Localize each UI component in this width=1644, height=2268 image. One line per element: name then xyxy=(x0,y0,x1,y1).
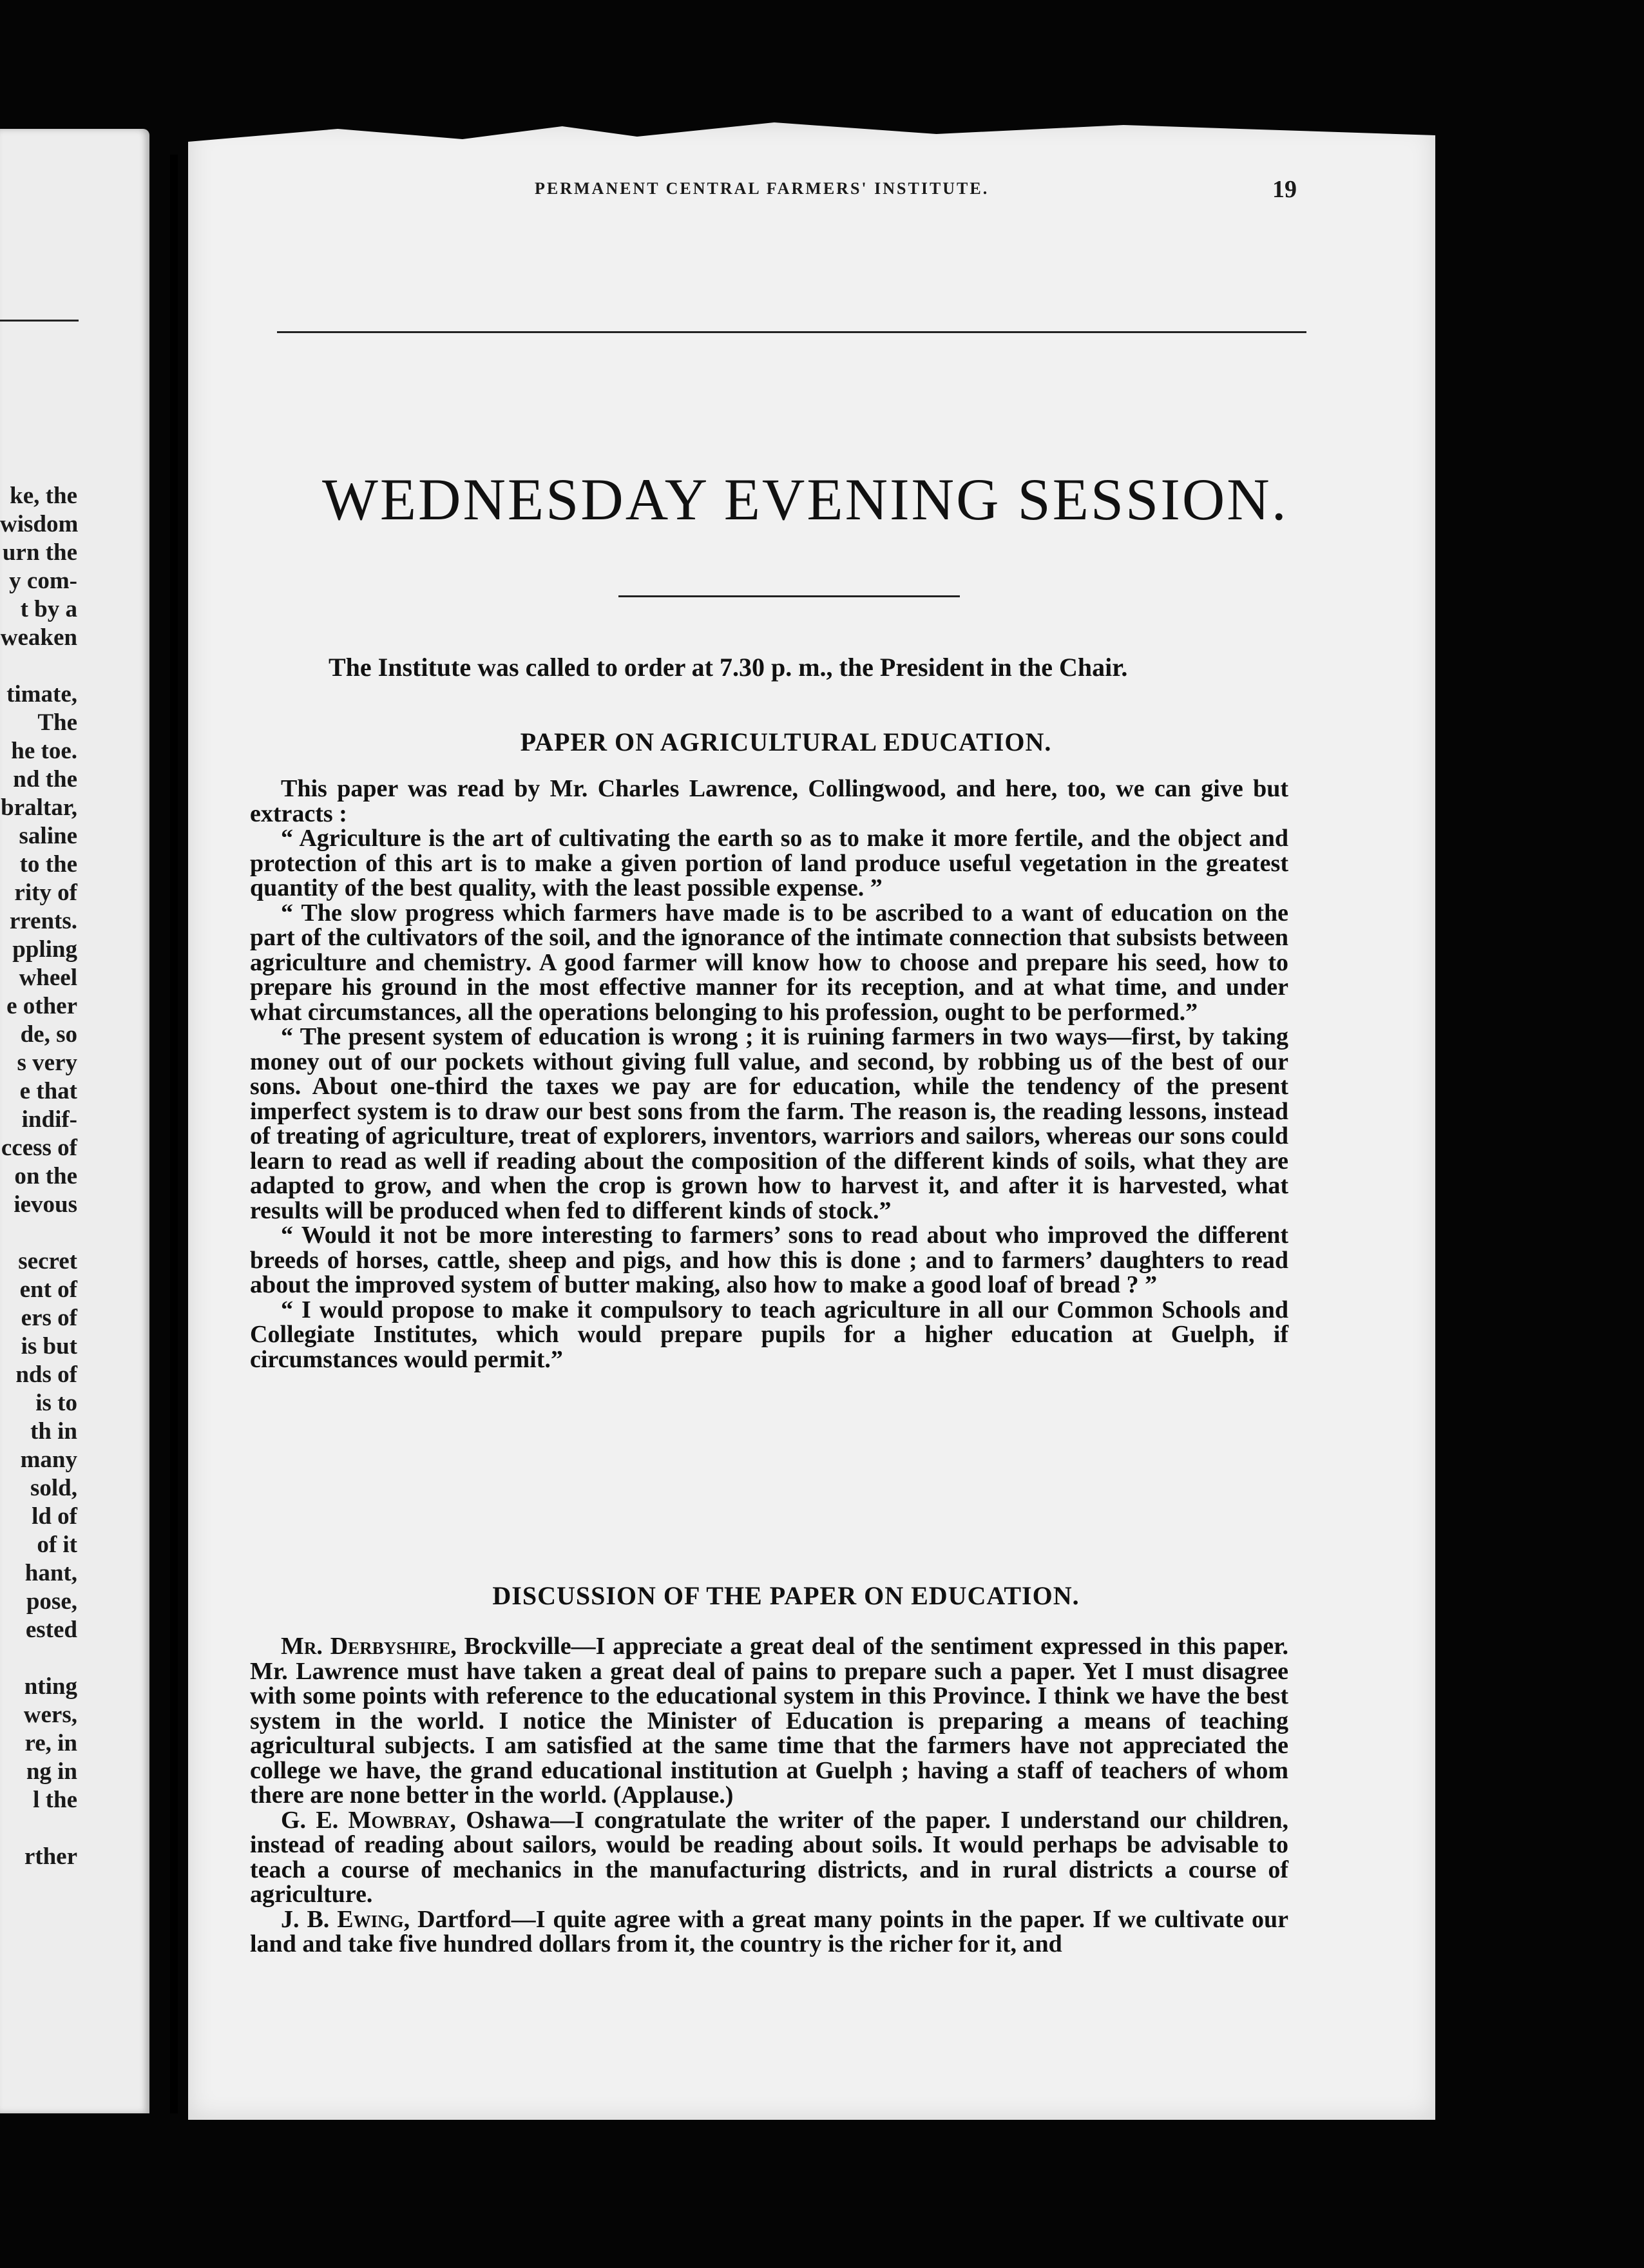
paper-paragraph: “ The slow progress which farmers have made is to be ascribed to a want of education on the part of the cultivators of the soil, and the ignorance of the intimate connection that subsists between agriculture and chemistry. A good farmer will know how to choose and prepare his seed, how to prepare his ground in the most effective manner for its reception, and at what time, and under what circumstances, all the operations belonging to his profession, ought to be performed.” xyxy=(250,899,1288,1026)
previous-page-line: ent of xyxy=(19,1276,77,1303)
discussion-heading: DISCUSSION OF THE PAPER ON EDUCATION. xyxy=(492,1581,1080,1610)
discussion-entry xyxy=(250,1907,1288,1957)
intro-line: The Institute was called to order at 7.30 p. m., the President in the Chair. xyxy=(329,653,1128,682)
previous-page-line: ld of xyxy=(32,1503,77,1530)
previous-page-line: he toe. xyxy=(11,738,77,764)
previous-page-line: rther xyxy=(24,1843,77,1870)
previous-page-line: urn the xyxy=(2,539,77,566)
session-title: WEDNESDAY EVENING SESSION. xyxy=(322,466,1288,532)
previous-page-line xyxy=(0,1644,77,1673)
speaker-remarks: I appreciate a great deal of the sentiment expressed in this paper. Mr. Lawrence must have taken a great deal of pains to prepare such a paper. Yet I must disagree with some points with reference to the educational system in this Province. I think we have the best system in the world. I notice the Minister of Education is preparing a means of teaching agricultural subjects. I am satisfied at the same time that the farmers have not appreciated the college we have, the grand educational institution at Guelph ; having a staff of teachers of whom there are none better in the world. (Applause.) xyxy=(250,1633,1288,1809)
previous-page-rule xyxy=(0,320,79,322)
speaker-name: G. E. Mowbray xyxy=(281,1806,450,1834)
previous-page-line xyxy=(0,1219,77,1247)
previous-page-line: s very xyxy=(17,1050,77,1076)
header-rule xyxy=(277,331,1306,333)
discussion-text xyxy=(250,1634,1288,1957)
speaker-name: J. B. Ewing xyxy=(281,1905,404,1933)
running-head xyxy=(90,176,1314,210)
previous-page-text xyxy=(0,482,77,1871)
previous-page-line: y com- xyxy=(9,568,77,594)
previous-page-line: of it xyxy=(37,1532,77,1558)
previous-page-line: nd the xyxy=(13,766,77,793)
previous-page-line: indif- xyxy=(21,1106,77,1133)
title-rule xyxy=(618,595,960,597)
paper-paragraph: “ Agriculture is the art of cultivating the earth so as to make it more fertile, and the object and protection of this art is to make a given portion of land produce useful vegetation in the greatest quantity of the best quality, with the least possible expense. ” xyxy=(250,825,1288,901)
paper-text xyxy=(250,776,1288,1372)
discussion-entry xyxy=(250,1634,1288,1808)
previous-page-line: ested xyxy=(25,1617,77,1643)
speaker-remarks: I quite agree with a great many points in the paper. If we cultivate our land and take five hundred dollars from it, the country is the richer for it, and xyxy=(250,1905,1288,1957)
previous-page-line: on the xyxy=(14,1163,77,1189)
previous-page-line: timate, xyxy=(6,681,77,707)
previous-page-line: ppling xyxy=(12,936,77,963)
previous-page-line: ng in xyxy=(26,1758,77,1785)
previous-page-line: ievous xyxy=(14,1191,77,1218)
previous-page-line: braltar, xyxy=(1,794,77,821)
paper-paragraph: “ I would propose to make it compulsory to teach agriculture in all our Common Schools and Collegiate Institutes, which would prepare pupils for a higher education at Guelph, if circumstances would permit.” xyxy=(250,1296,1288,1373)
speaker-name: Mr. Derbyshire xyxy=(281,1633,451,1660)
previous-page-line: wisdom xyxy=(0,511,79,537)
previous-page-line: ccess of xyxy=(1,1135,77,1161)
previous-page-fragment xyxy=(0,129,149,2113)
binding-gutter xyxy=(170,155,178,2113)
speaker-place: , Oshawa— xyxy=(450,1806,575,1834)
previous-page-line: The xyxy=(37,709,77,736)
previous-page-line: l the xyxy=(33,1787,77,1813)
previous-page-line: rity of xyxy=(14,879,77,906)
previous-page-line: t by a xyxy=(20,596,77,622)
previous-page-line: saline xyxy=(19,823,77,849)
paper-heading: PAPER ON AGRICULTURAL EDUCATION. xyxy=(520,727,1052,756)
previous-page-line xyxy=(0,1814,77,1843)
previous-page-line: ke, the xyxy=(10,483,77,509)
speaker-remarks: I congratulate the writer of the paper. I understand our children, instead of reading about sailors, would be reading about soils. It would perhaps be advisable to teach a course of mechanics in the manufacturing districts, and in rural districts a course of agriculture. xyxy=(250,1806,1289,1908)
page-number: 19 xyxy=(1272,176,1297,203)
previous-page-line: th in xyxy=(30,1418,77,1445)
previous-page-line: hant, xyxy=(24,1560,77,1586)
speaker-place: , Dartford— xyxy=(403,1905,536,1933)
previous-page-line: e other xyxy=(6,993,77,1019)
previous-page-line: ers of xyxy=(21,1305,77,1331)
previous-page-line: wheel xyxy=(19,965,77,991)
previous-page-line: nds of xyxy=(15,1361,77,1388)
previous-page-line xyxy=(0,652,77,680)
previous-page-line: is to xyxy=(35,1390,77,1416)
discussion-entry xyxy=(250,1808,1288,1907)
previous-page-line: sold, xyxy=(30,1475,77,1501)
previous-page-line: secret xyxy=(18,1248,77,1274)
previous-page-line: rrents. xyxy=(9,908,77,934)
previous-page-line: wers, xyxy=(23,1702,77,1728)
previous-page-line: weaken xyxy=(0,624,77,651)
paper-paragraph: “ The present system of education is wrong ; it is ruining farmers in two ways—first, by taking money out of our pockets without giving full value, and second, by robbing us of the best of our sons. About one-third the taxes we pay are for education, while the tendency of the present imperfect system is to draw our best sons from the farm. The reason is, the reading lessons, instead of treating of agriculture, treat of explorers, inventors, warriors and sailors, whereas our sons could learn to read as well if reading about the composition of the different kinds of soils, what they are adapted to grow, and when the crop is grown how to harvest it, and after it is harvested, what results will be produced when fed to different kinds of stock.” xyxy=(250,1023,1288,1224)
previous-page-line: de, so xyxy=(20,1021,77,1048)
paper-paragraph: This paper was read by Mr. Charles Lawrence, Collingwood, and here, too, we can give but extracts : xyxy=(250,775,1288,827)
previous-page-line: to the xyxy=(19,851,77,878)
previous-page-line: re, in xyxy=(24,1730,77,1756)
previous-page-line: pose, xyxy=(26,1588,77,1615)
running-head-title: PERMANENT CENTRAL FARMERS' INSTITUTE. xyxy=(535,179,989,198)
previous-page-line: e that xyxy=(19,1078,77,1104)
paper-paragraph: “ Would it not be more interesting to farmers’ sons to read about who improved the different breeds of horses, cattle, sheep and pigs, and how this is done ; and to farmers’ daughters to read about the improved system of butter making, also how to make a good loaf of bread ? ” xyxy=(250,1222,1288,1298)
speaker-place: , Brockville— xyxy=(450,1633,596,1660)
previous-page-line: many xyxy=(20,1446,77,1473)
previous-page-line: is but xyxy=(21,1333,77,1360)
previous-page-line: nting xyxy=(24,1673,77,1700)
